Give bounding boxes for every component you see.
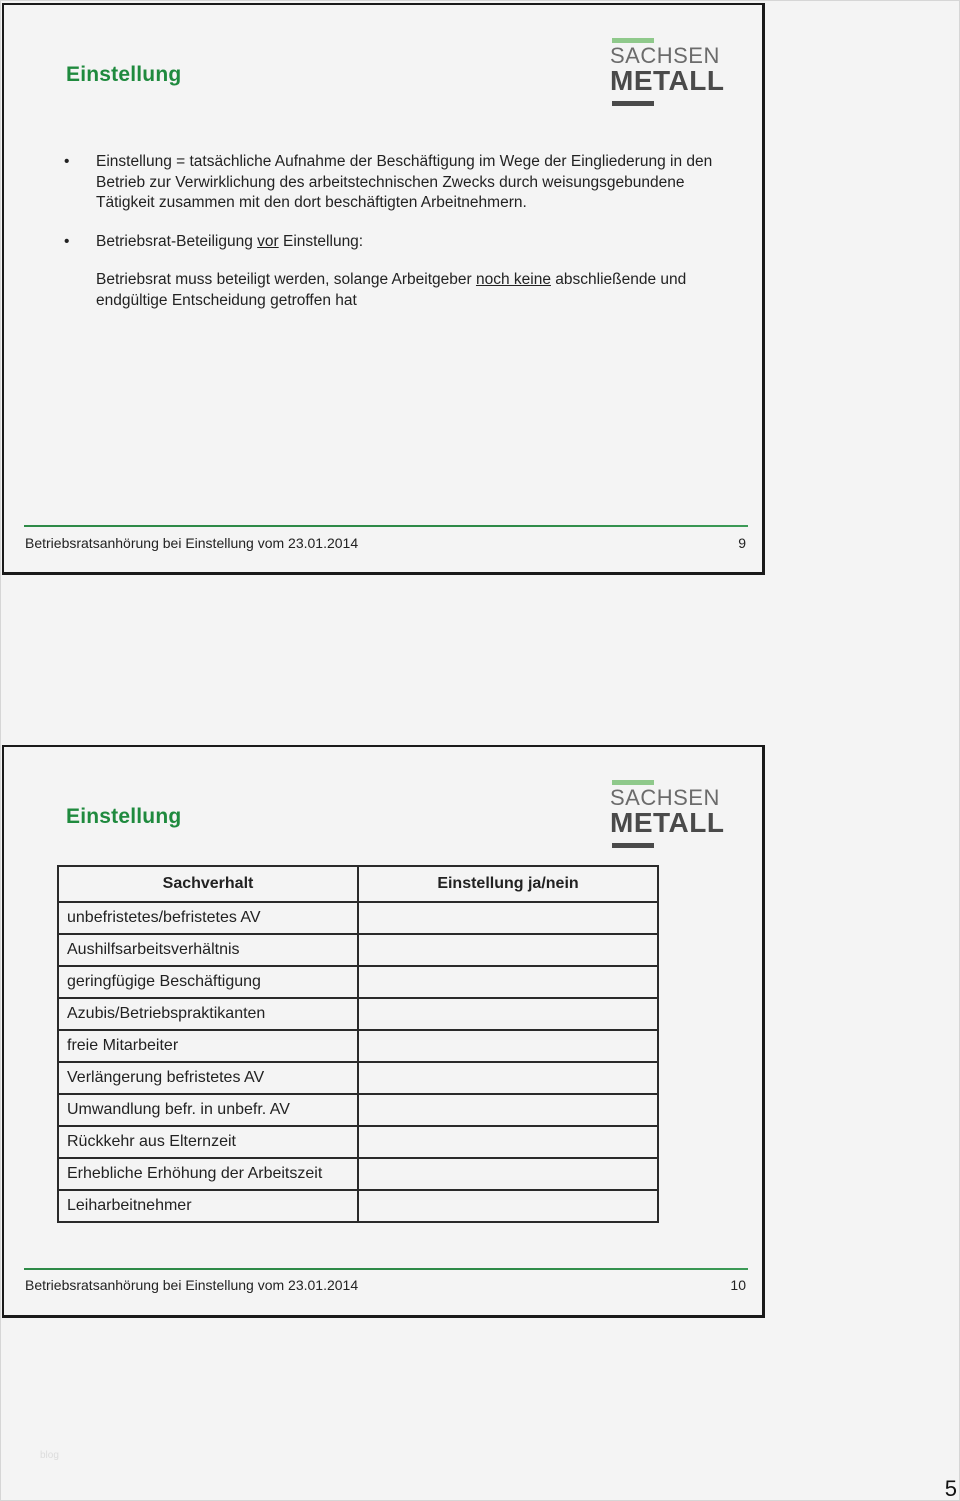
- logo-grey-bar: [612, 101, 654, 106]
- cell-einstellung: [358, 934, 658, 966]
- bullet-text: Betriebsrat-Beteiligung vor Einstellung:: [96, 232, 364, 250]
- slide-page-number: 9: [738, 535, 746, 551]
- bullet-list: [64, 152, 744, 329]
- bullet-subtext: Betriebsrat muss beteiligt werden, solange Arbeitgeber noch keine abschließende und endgültige Entscheidung getroffen hat: [96, 271, 687, 309]
- logo-word-metall: METALL: [610, 65, 725, 96]
- sachsenmetall-logo: [610, 38, 730, 108]
- cell-sachverhalt: Erhebliche Erhöhung der Arbeitszeit: [58, 1158, 358, 1190]
- cell-einstellung: [358, 998, 658, 1030]
- logo-word-metall: METALL: [610, 807, 725, 838]
- table-row: [58, 1158, 658, 1190]
- footer-rule: [24, 525, 748, 527]
- bullet-dot-icon: •: [64, 153, 70, 170]
- footer-text: Betriebsratsanhörung bei Einstellung vom 23.01.2014: [25, 535, 359, 551]
- cell-sachverhalt: Umwandlung befr. in unbefr. AV: [58, 1094, 358, 1126]
- cell-sachverhalt: Leiharbeitnehmer: [58, 1190, 358, 1222]
- footer-rule: [24, 1268, 748, 1270]
- cell-einstellung: [358, 966, 658, 998]
- table-header-row: [58, 866, 658, 902]
- table-row: [58, 934, 658, 966]
- cell-sachverhalt: unbefristetes/befristetes AV: [58, 902, 358, 934]
- slide-page-number: 10: [730, 1277, 746, 1293]
- bullet-dot-icon: •: [64, 232, 70, 250]
- logo-word-sachsen: SACHSEN: [610, 785, 720, 810]
- table-row: [58, 902, 658, 934]
- logo-word-sachsen: SACHSEN: [610, 43, 720, 68]
- column-header-einstellung: Einstellung ja/nein: [358, 866, 658, 902]
- cell-einstellung: [358, 1030, 658, 1062]
- footer-text: Betriebsratsanhörung bei Einstellung vom 23.01.2014: [25, 1277, 359, 1293]
- bullet-item: [64, 152, 744, 214]
- cell-einstellung: [358, 1094, 658, 1126]
- underlined-vor: vor: [257, 232, 279, 250]
- sachsenmetall-logo: [610, 780, 730, 850]
- cell-sachverhalt: Verlängerung befristetes AV: [58, 1062, 358, 1094]
- cell-einstellung: [358, 1158, 658, 1190]
- slide-9: [2, 3, 765, 575]
- sheet-page-number: 5: [944, 1476, 957, 1501]
- table-row: [58, 1030, 658, 1062]
- bullet-item: [64, 232, 744, 312]
- watermark: blog: [40, 1450, 59, 1461]
- cell-sachverhalt: Aushilfsarbeitsverhältnis: [58, 934, 358, 966]
- table-row: [58, 1094, 658, 1126]
- column-header-sachverhalt: Sachverhalt: [58, 866, 358, 902]
- cell-sachverhalt: freie Mitarbeiter: [58, 1030, 358, 1062]
- table-row: [58, 1062, 658, 1094]
- einstellung-table: [57, 865, 659, 1223]
- cell-einstellung: [358, 1062, 658, 1094]
- table-row: [58, 998, 658, 1030]
- table-row: [58, 966, 658, 998]
- table-row: [58, 1190, 658, 1222]
- cell-sachverhalt: geringfügige Beschäftigung: [58, 966, 358, 998]
- cell-einstellung: [358, 1190, 658, 1222]
- table-row: [58, 1126, 658, 1158]
- underlined-noch-keine: noch keine: [475, 271, 551, 288]
- cell-einstellung: [358, 1126, 658, 1158]
- slide-title: Einstellung: [66, 805, 182, 828]
- cell-sachverhalt: Rückkehr aus Elternzeit: [58, 1126, 358, 1158]
- bullet-text: Einstellung = tatsächliche Aufnahme der Beschäftigung im Wege der Eingliederung in den Betrieb zur Verwirklichung des arbeitstechnischen Zwecks durch weisungsgebundene Tätigkeit zusammen mit den dort beschäftigten Arbeitnehmern.: [96, 153, 713, 211]
- cell-einstellung: [358, 902, 658, 934]
- logo-grey-bar: [612, 843, 654, 848]
- cell-sachverhalt: Azubis/Betriebspraktikanten: [58, 998, 358, 1030]
- slide-title: Einstellung: [66, 63, 182, 86]
- slide-10: [2, 745, 765, 1318]
